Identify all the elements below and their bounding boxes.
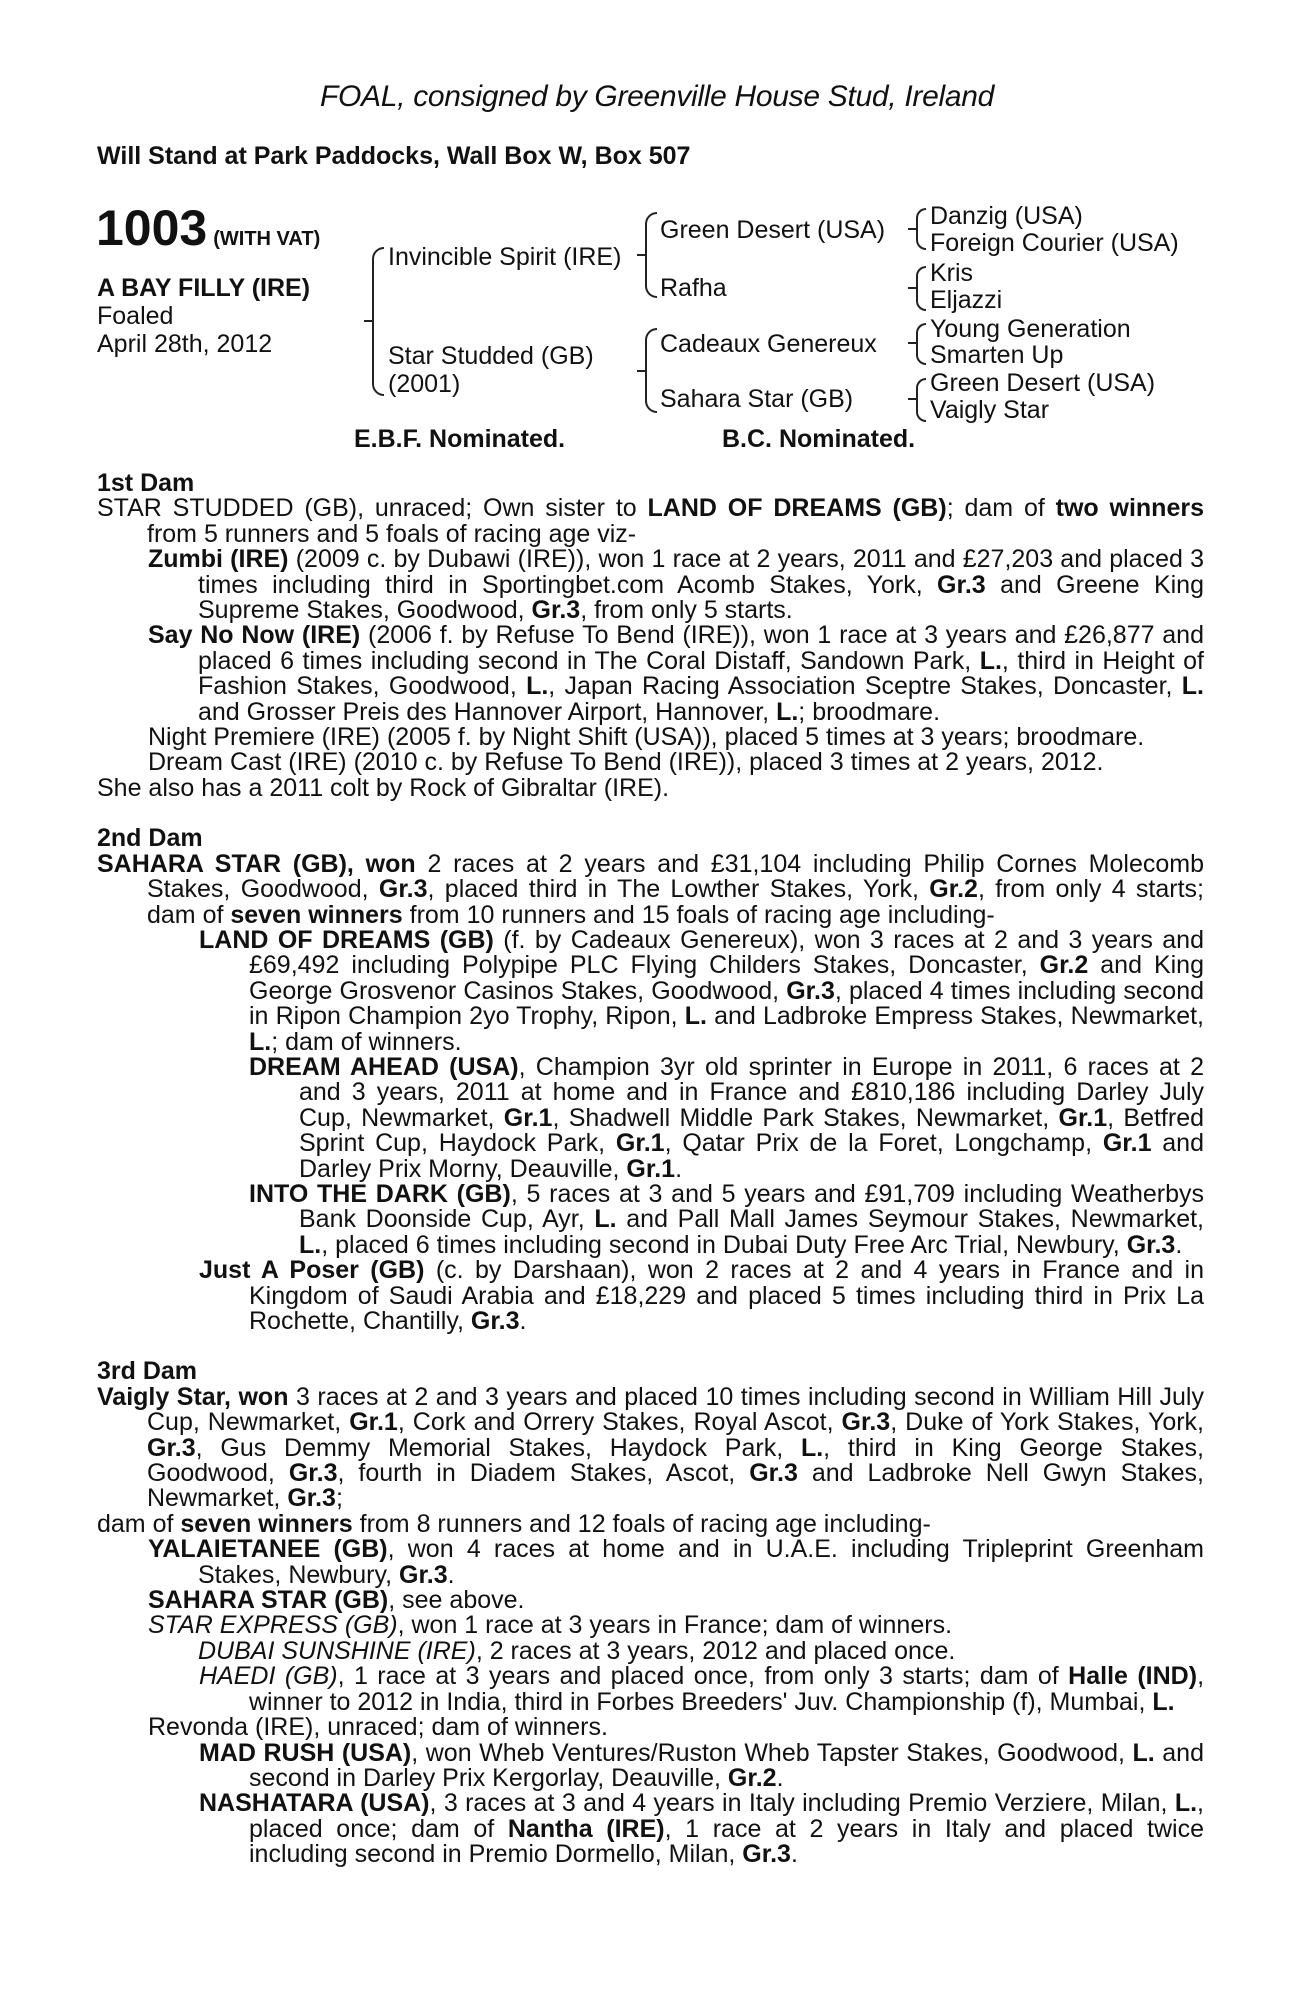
bc-nominated: B.C. Nominated. bbox=[722, 425, 916, 453]
progeny-entry: Revonda (IRE), unraced; dam of winners. bbox=[148, 1713, 608, 1742]
progeny-entry: DUBAI SUNSHINE (IRE), 2 races at 3 years, 2012 and placed once. bbox=[198, 1636, 956, 1665]
progeny-entry: Just A Poser (GB) (c. by Darshaan), won 2 races at 2 and 4 years in France and in Kingdom of Saudi Arabia and £18,229 and placed 5 times including third in Prix La Rochette, Chantilly, Gr.3. bbox=[199, 1256, 1204, 1335]
first-dam-heading: 1st Dam bbox=[97, 469, 195, 497]
ped-ddd: Vaigly Star bbox=[930, 396, 1050, 424]
progeny-entry: YALAIETANEE (GB), won 4 races at home and in U.A.E. including Tripleprint Greenham Stakes, Newbury, Gr.3. bbox=[148, 1535, 1204, 1589]
progeny-entry: STAR EXPRESS (GB), won 1 race at 3 years in France; dam of winners. bbox=[148, 1611, 953, 1640]
progeny-entry: Night Premiere (IRE) (2005 f. by Night Shift (USA)), placed 5 times at 3 years; broodmare. bbox=[148, 723, 1145, 752]
vat-note: (WITH VAT) bbox=[213, 228, 321, 250]
consignment-line: FOAL, consigned by Greenville House Stud, Ireland bbox=[319, 80, 994, 113]
progeny-entry: SAHARA STAR (GB), see above. bbox=[148, 1586, 525, 1615]
dam-sire: Cadeaux Genereux bbox=[660, 330, 877, 358]
stand-location: Will Stand at Park Paddocks, Wall Box W, Box 507 bbox=[97, 142, 691, 170]
bracket bbox=[645, 328, 657, 413]
ped-ssd: Foreign Courier (USA) bbox=[930, 229, 1179, 257]
ped-dds: Green Desert (USA) bbox=[930, 369, 1156, 397]
dam: Star Studded (GB) bbox=[388, 342, 594, 370]
dam-entry: Vaigly Star, won 3 races at 2 and 3 years and placed 10 times including second in William Hill July Cup, Newmarket, Gr.1, Cork and Orrery Stakes, Royal Ascot, Gr.3, Duke of York Stakes, York, Gr.3, Gus Demmy Memorial Stakes, Haydock Park, L., third in King George Stakes, Goodwood, Gr.3, fourth in Diadem Stakes, Ascot, Gr.3 and Ladbroke Nell Gwyn Stakes, Newmarket, Gr.3; bbox=[97, 1382, 1205, 1513]
progeny-entry: LAND OF DREAMS (GB) (f. by Cadeaux Genereux), won 3 races at 2 and 3 years and £69,492 including Polypipe PLC Flying Childers Stakes, Doncaster, Gr.2 and King George Grosvenor Casinos Stakes, Goodwood, Gr.3, placed 4 times including second in Ripon Champion 2yo Trophy, Ripon, L. and Ladbroke Empress Stakes, Newmarket, L.; dam of winners. bbox=[199, 925, 1205, 1056]
progeny-entry: Dream Cast (IRE) (2010 c. by Refuse To Bend (IRE)), placed 3 times at 2 years, 2012. bbox=[148, 748, 1104, 777]
bracket bbox=[916, 266, 926, 311]
second-dam-heading: 2nd Dam bbox=[97, 824, 203, 853]
ped-sds: Kris bbox=[930, 259, 974, 287]
sire: Invincible Spirit (IRE) bbox=[388, 243, 622, 271]
bracket bbox=[916, 323, 926, 365]
bracket bbox=[372, 247, 384, 396]
dam-year: (2001) bbox=[388, 370, 461, 398]
bracket-tip bbox=[908, 398, 916, 400]
bracket bbox=[916, 378, 926, 422]
dam-note: She also has a 2011 colt by Rock of Gibraltar (IRE). bbox=[97, 773, 670, 802]
bracket bbox=[645, 212, 657, 298]
lot-number: 1003 (WITH VAT) bbox=[96, 200, 321, 256]
progeny-entry: Say No Now (IRE) (2006 f. by Refuse To Bend (IRE)), won 1 race at 3 years and £26,877 and placed 6 times including second in The Coral Distaff, Sandown Park, L., third in Height of Fashion Stakes, Goodwood, L., Japan Racing Association Sceptre Stakes, Doncaster, L. and Grosser Preis des Hannover Airport, Hannover, L.; broodmare. bbox=[148, 621, 1204, 726]
sire-dam: Rafha bbox=[660, 274, 727, 302]
bracket-tip bbox=[637, 254, 645, 256]
bracket bbox=[916, 208, 926, 250]
bracket-tip bbox=[908, 287, 916, 289]
dam-entry: STAR STUDDED (GB), unraced; Own sister to LAND OF DREAMS (GB); dam of two winners from 5 runners and 5 foals of racing age viz- bbox=[97, 494, 1204, 548]
progeny-entry: NASHATARA (USA), 3 races at 3 and 4 years in Italy including Premio Verziere, Milan, L., placed once; dam of Nantha (IRE), 1 race at 2 years in Italy and placed twice including second in Premio Dormello, Milan, Gr.3. bbox=[199, 1789, 1204, 1869]
progeny-entry: INTO THE DARK (GB), 5 races at 3 and 5 years and £91,709 including Weatherbys Bank Doonside Cup, Ayr, L. and Pall Mall James Seymour Stakes, Newmarket, L., placed 6 times including second in Dubai Duty Free Arc Trial, Newbury, Gr.3. bbox=[249, 1179, 1204, 1259]
foaled-label: Foaled bbox=[97, 302, 174, 330]
ped-dsd: Smarten Up bbox=[930, 341, 1064, 369]
progeny-entry: Zumbi (IRE) (2009 c. by Dubawi (IRE)), won 1 race at 2 years, 2011 and £27,203 and placed 3 times including third in Sportingbet.com Acomb Stakes, York, Gr.3 and Greene King Supreme Stakes, Goodwood, Gr.3, from only 5 starts. bbox=[148, 545, 1204, 625]
progeny-entry: HAEDI (GB), 1 race at 3 years and placed once, from only 3 starts; dam of Halle (IND), winner to 2012 in India, third in Forbes Breeders' Juv. Championship (f), Mumbai, L. bbox=[199, 1662, 1205, 1716]
ebf-nominated: E.B.F. Nominated. bbox=[354, 425, 566, 453]
ped-sss: Danzig (USA) bbox=[930, 202, 1083, 230]
bracket-tip bbox=[908, 228, 916, 230]
catalogue-body bbox=[97, 471, 1204, 1868]
dam-dam: Sahara Star (GB) bbox=[660, 385, 854, 413]
bracket-tip bbox=[364, 320, 372, 322]
foaled-date: April 28th, 2012 bbox=[97, 330, 273, 358]
progeny-entry: DREAM AHEAD (USA), Champion 3yr old sprinter in Europe in 2011, 6 races at 2 and 3 years, 2011 at home and in France and £810,186 including Darley July Cup, Newmarket, Gr.1, Shadwell Middle Park Stakes, Newmarket, Gr.1, Betfred Sprint Cup, Haydock Park, Gr.1, Qatar Prix de la Foret, Longchamp, Gr.1 and Darley Prix Morny, Deauville, Gr.1. bbox=[249, 1052, 1205, 1183]
bracket-tip bbox=[908, 342, 916, 344]
sire-sire: Green Desert (USA) bbox=[660, 216, 886, 244]
dam-entry: SAHARA STAR (GB), won 2 races at 2 years and £31,104 including Philip Cornes Molecomb Stakes, Goodwood, Gr.3, placed third in The Lowther Stakes, York, Gr.2, from only 4 starts; dam of seven winners from 10 runners and 15 foals of racing age including- bbox=[97, 849, 1204, 929]
dam-entry: dam of seven winners from 8 runners and 12 foals of racing age including- bbox=[97, 1509, 931, 1538]
ped-sdd: Eljazzi bbox=[930, 286, 1003, 314]
lot-name: A BAY FILLY (IRE) bbox=[97, 274, 311, 302]
bracket-tip bbox=[637, 370, 645, 372]
ped-dss: Young Generation bbox=[930, 315, 1131, 343]
progeny-entry: MAD RUSH (USA), won Wheb Ventures/Ruston Wheb Tapster Stakes, Goodwood, L. and second in Darley Prix Kergorlay, Deauville, Gr.2. bbox=[199, 1738, 1204, 1792]
third-dam-heading: 3rd Dam bbox=[97, 1357, 198, 1386]
